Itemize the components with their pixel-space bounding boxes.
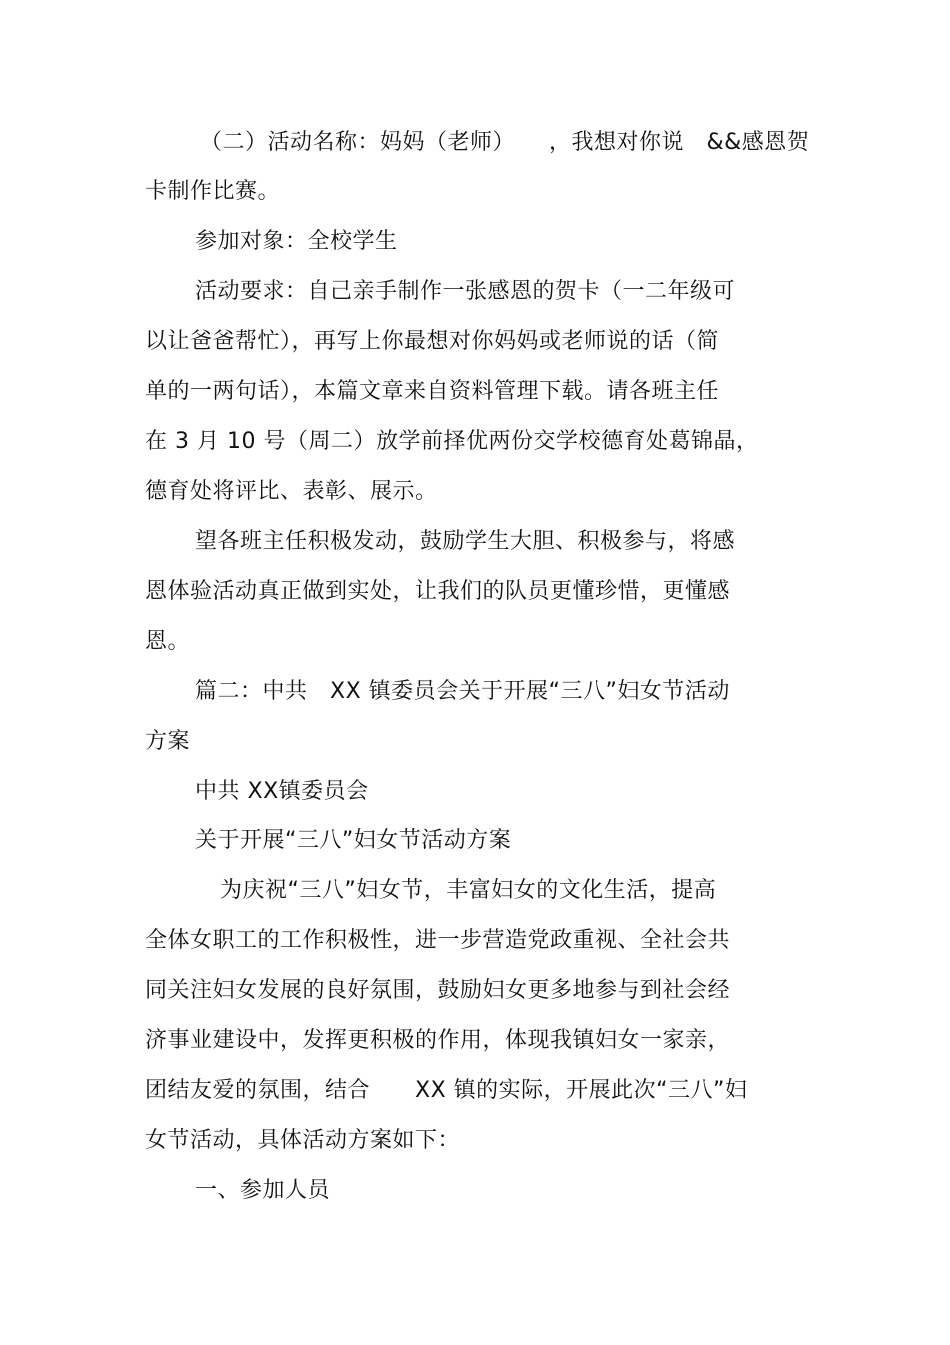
section-heading: 一、参加人员 — [195, 1178, 331, 1203]
text-line: （二）活动名称：妈妈（老师） ，我想对你说 &&感恩贺 — [200, 130, 810, 155]
text-line: 德育处将评比、表彰、展示。 — [145, 479, 438, 504]
text-line: 卡制作比赛。 — [145, 179, 281, 204]
text-line: 全体女职工的工作积极性，进一步营造党政重视、全社会共 — [145, 928, 731, 953]
text-line: 为庆祝“三八”妇女节，丰富妇女的文化生活，提高 — [220, 878, 717, 903]
text-line: 单的一两句话），本篇文章来自资料管理下载。请各班主任 — [145, 379, 720, 404]
text-line: 恩体验活动真正做到实处，让我们的队员更懂珍惜，更懂感 — [145, 579, 731, 604]
text-line: 在 3 月 10 号（周二）放学前择优两份交学校德育处葛锦晶， — [145, 429, 759, 454]
section-heading: 方案 — [145, 729, 191, 754]
section-heading: 篇二：中共 XX 镇委员会关于开展“三八”妇女节活动 — [195, 679, 730, 704]
text-line: 济事业建设中，发挥更积极的作用，体现我镇妇女一家亲， — [145, 1028, 731, 1053]
text-line: 望各班主任积极发动，鼓励学生大胆、积极参与，将感 — [195, 529, 736, 554]
text-line: 同关注妇女发展的良好氛围，鼓励妇女更多地参与到社会经 — [145, 978, 731, 1003]
organization-name: 中共 XX镇委员会 — [195, 779, 369, 804]
text-line: 参加对象：全校学生 — [195, 229, 398, 254]
document-title: 关于开展“三八”妇女节活动方案 — [195, 828, 512, 853]
text-line: 女节活动，具体活动方案如下： — [145, 1128, 461, 1153]
text-line: 团结友爱的氛围，结合 XX 镇的实际，开展此次“三八”妇 — [145, 1078, 748, 1103]
text-line: 以让爸爸帮忙），再写上你最想对你妈妈或老师说的话（简 — [145, 329, 720, 354]
text-line: 恩。 — [145, 629, 191, 654]
text-line: 活动要求：自己亲手制作一张感恩的贺卡（一二年级可 — [195, 279, 736, 304]
